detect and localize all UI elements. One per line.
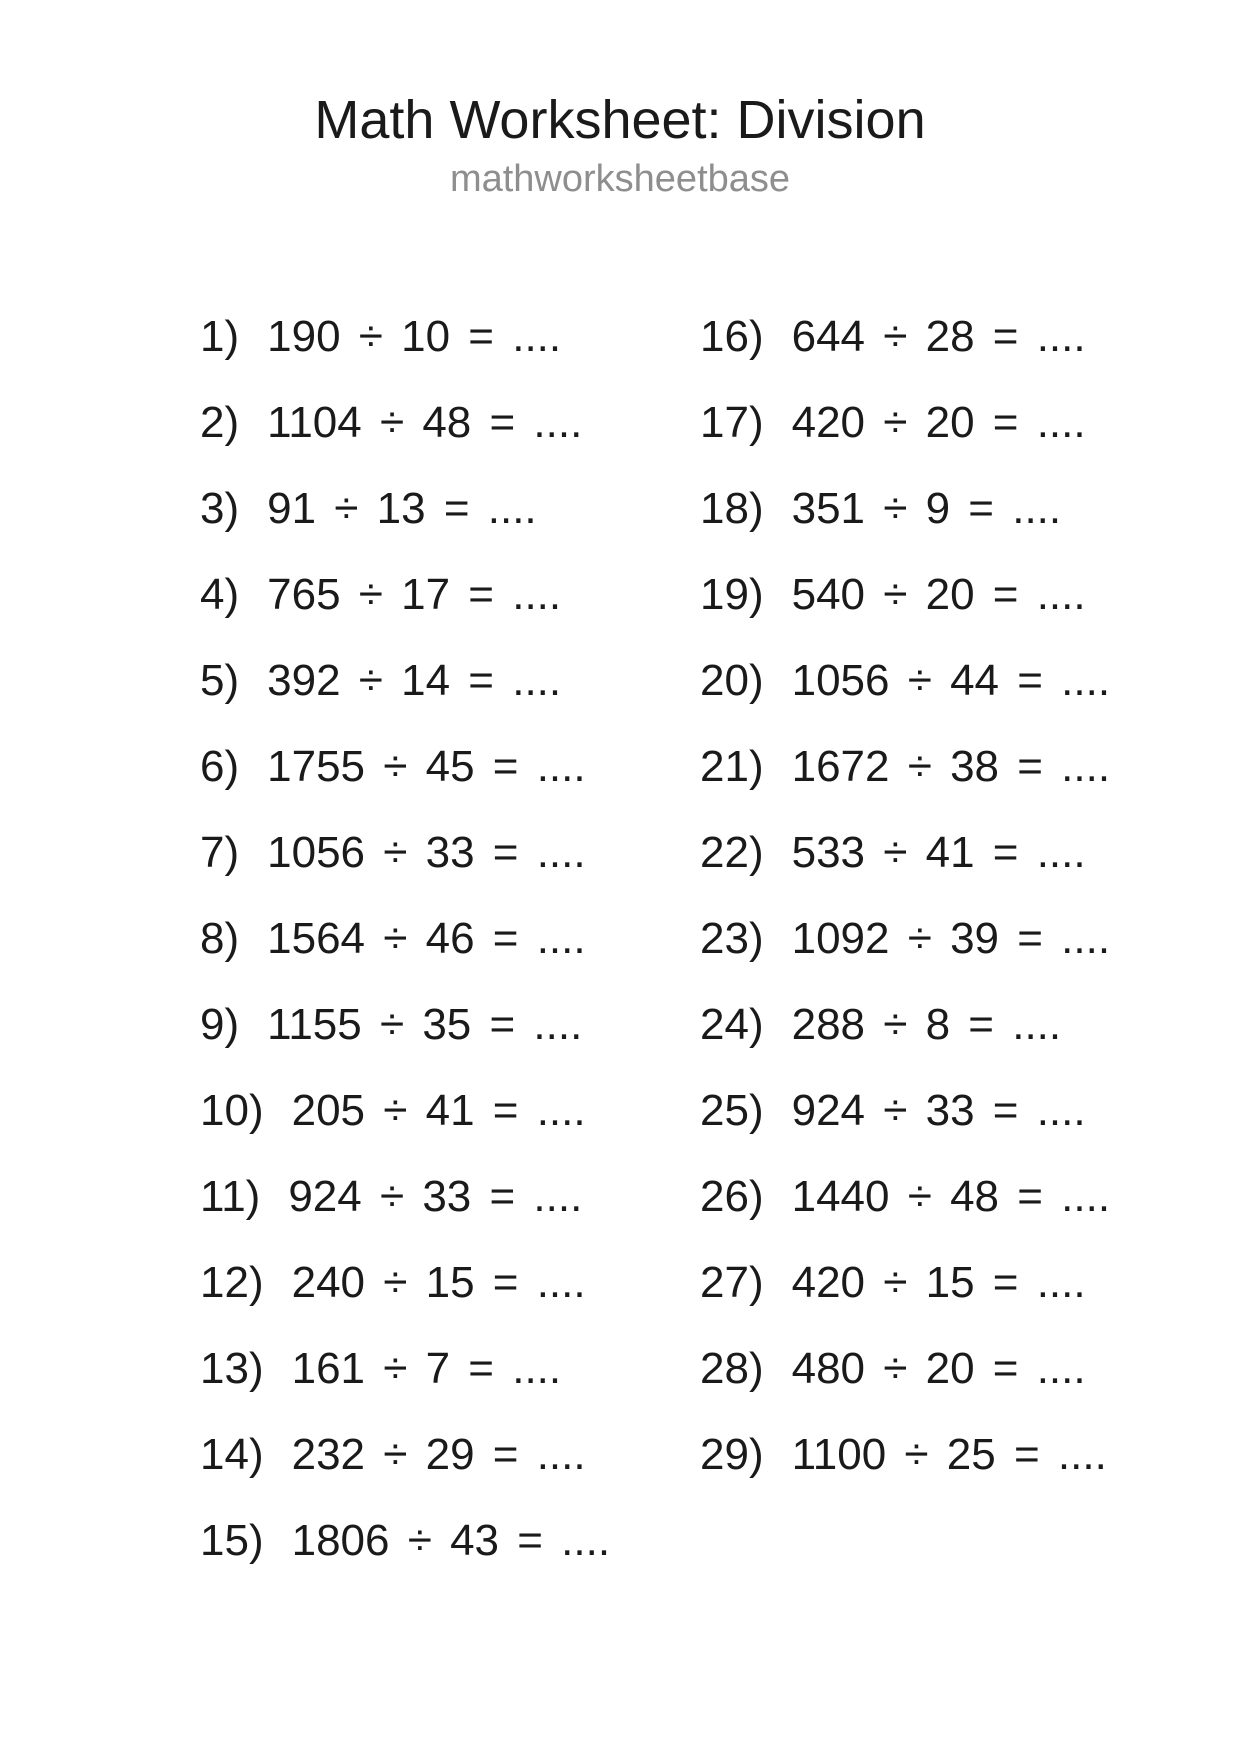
problem-expression: 91 ÷ 13 = .... — [267, 484, 537, 533]
problem-number: 4) — [200, 570, 240, 619]
problem-number: 28) — [700, 1344, 764, 1393]
problem-number: 6) — [200, 742, 240, 791]
problem-number: 1) — [200, 312, 240, 361]
problem-row — [700, 1068, 1110, 1154]
problem-number: 27) — [700, 1258, 764, 1307]
problem-row — [200, 724, 610, 810]
problem-row — [200, 466, 610, 552]
problem-number: 22) — [700, 828, 764, 877]
problem-expression: 190 ÷ 10 = .... — [267, 312, 562, 361]
problem-row — [200, 1068, 610, 1154]
problem-row — [200, 896, 610, 982]
problem-row — [200, 1498, 610, 1584]
problem-number: 13) — [200, 1344, 264, 1393]
problem-expression: 1155 ÷ 35 = .... — [267, 1000, 583, 1049]
problem-expression: 1564 ÷ 46 = .... — [267, 914, 586, 963]
problem-expression: 1104 ÷ 48 = .... — [267, 398, 583, 447]
problem-row — [700, 1240, 1110, 1326]
problem-expression: 1440 ÷ 48 = .... — [791, 1172, 1111, 1221]
problem-expression: 232 ÷ 29 = .... — [291, 1430, 586, 1479]
problem-number: 16) — [700, 312, 764, 361]
problem-row — [700, 1154, 1110, 1240]
problem-expression: 420 ÷ 15 = .... — [791, 1258, 1086, 1307]
problem-number: 17) — [700, 398, 764, 447]
problem-number: 2) — [200, 398, 240, 447]
problem-expression: 205 ÷ 41 = .... — [291, 1086, 586, 1135]
problem-row — [700, 552, 1110, 638]
problem-row — [200, 1240, 610, 1326]
problem-number: 24) — [700, 1000, 764, 1049]
problem-number: 14) — [200, 1430, 264, 1479]
problem-number: 18) — [700, 484, 764, 533]
problem-expression: 1755 ÷ 45 = .... — [267, 742, 586, 791]
problem-number: 29) — [700, 1430, 764, 1479]
problem-number: 12) — [200, 1258, 264, 1307]
problem-number: 9) — [200, 1000, 240, 1049]
problem-row — [200, 294, 610, 380]
problem-number: 10) — [200, 1086, 264, 1135]
problem-expression: 480 ÷ 20 = .... — [791, 1344, 1086, 1393]
problem-expression: 392 ÷ 14 = .... — [267, 656, 562, 705]
problem-row — [700, 1412, 1110, 1498]
problem-expression: 1806 ÷ 43 = .... — [291, 1516, 611, 1565]
problem-number: 8) — [200, 914, 240, 963]
problem-row — [700, 466, 1110, 552]
page-title: Math Worksheet: Division — [314, 90, 926, 150]
problem-expression: 1100 ÷ 25 = .... — [791, 1430, 1107, 1479]
problem-number: 5) — [200, 656, 240, 705]
problem-number: 7) — [200, 828, 240, 877]
problem-expression: 644 ÷ 28 = .... — [791, 312, 1086, 361]
problem-expression: 161 ÷ 7 = .... — [291, 1344, 562, 1393]
problem-row — [700, 1326, 1110, 1412]
problem-row — [700, 982, 1110, 1068]
problem-number: 21) — [700, 742, 764, 791]
problem-row — [200, 380, 610, 466]
problem-row — [200, 638, 610, 724]
problem-row — [200, 1412, 610, 1498]
problem-row — [700, 896, 1110, 982]
problem-row — [700, 810, 1110, 896]
problem-number: 11) — [200, 1172, 261, 1221]
problem-row — [200, 982, 610, 1068]
problem-row — [200, 810, 610, 896]
problem-number: 23) — [700, 914, 764, 963]
problem-expression: 1092 ÷ 39 = .... — [791, 914, 1111, 963]
problem-expression: 765 ÷ 17 = .... — [267, 570, 562, 619]
problem-expression: 1056 ÷ 33 = .... — [267, 828, 586, 877]
page-subtitle: mathworksheetbase — [449, 157, 791, 200]
problems-column-left — [200, 294, 610, 1584]
problem-expression: 1672 ÷ 38 = .... — [791, 742, 1111, 791]
problem-expression: 924 ÷ 33 = .... — [288, 1172, 583, 1221]
problem-expression: 288 ÷ 8 = .... — [791, 1000, 1062, 1049]
problem-expression: 240 ÷ 15 = .... — [291, 1258, 586, 1307]
problems-column-right — [700, 294, 1110, 1498]
problem-expression: 1056 ÷ 44 = .... — [791, 656, 1111, 705]
problem-row — [700, 294, 1110, 380]
problem-number: 15) — [200, 1516, 264, 1565]
problem-expression: 533 ÷ 41 = .... — [791, 828, 1086, 877]
problem-number: 25) — [700, 1086, 764, 1135]
problem-expression: 420 ÷ 20 = .... — [791, 398, 1086, 447]
problem-number: 26) — [700, 1172, 764, 1221]
problem-row — [200, 1326, 610, 1412]
problem-row — [700, 380, 1110, 466]
problem-number: 3) — [200, 484, 240, 533]
problem-expression: 540 ÷ 20 = .... — [791, 570, 1086, 619]
problem-row — [700, 638, 1110, 724]
problem-row — [200, 552, 610, 638]
problem-number: 19) — [700, 570, 764, 619]
problem-row — [700, 724, 1110, 810]
problem-expression: 351 ÷ 9 = .... — [791, 484, 1062, 533]
problem-row — [200, 1154, 610, 1240]
problem-expression: 924 ÷ 33 = .... — [791, 1086, 1086, 1135]
problem-number: 20) — [700, 656, 764, 705]
